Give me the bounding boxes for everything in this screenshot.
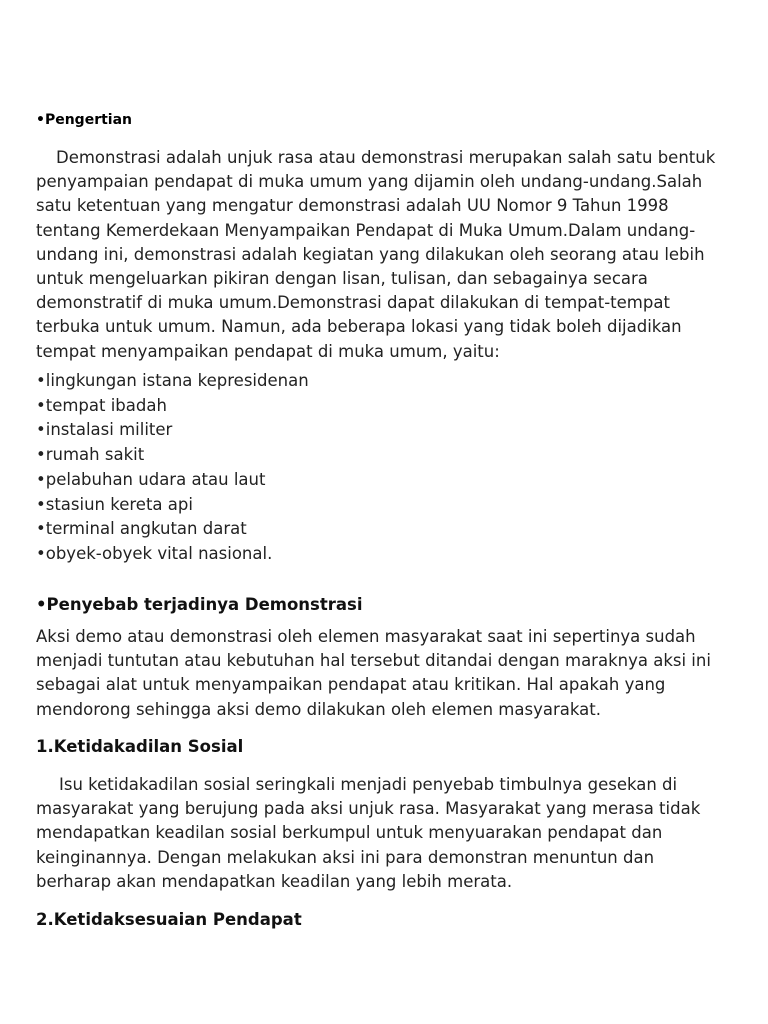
list-item: • lingkungan istana kepresidenan <box>36 369 736 394</box>
paragraph-line: Aksi demo atau demonstrasi oleh elemen masyarakat saat ini sepertinya sudah <box>36 627 696 646</box>
section-heading-pengertian-text: Pengertian <box>44 112 133 128</box>
paragraph-pengertian <box>36 146 736 364</box>
section-heading-pengertian <box>36 111 736 129</box>
paragraph-line: mendorong sehingga aksi demo dilakukan oleh elemen masyarakat. <box>36 699 601 719</box>
paragraph-line: terbuka untuk umum. Namun, ada beberapa lokasi yang tidak boleh dijadikan <box>36 317 682 337</box>
list-item: • terminal angkutan darat <box>36 517 736 542</box>
list-item: • stasiun kereta api <box>36 493 736 518</box>
paragraph-line: mendapatkan keadilan sosial berkumpul untuk menyuarakan pendapat dan <box>36 823 663 843</box>
paragraph-line: keinginannya. Dengan melakukan aksi ini para demonstran menuntun dan <box>36 847 655 867</box>
section-heading-penyebab-text: Penyebab terjadinya Demonstrasi <box>46 595 363 614</box>
section-heading-ketidakadilan: 1.Ketidakadilan Sosial <box>36 737 244 756</box>
paragraph-line: penyampaian pendapat di muka umum yang dijamin oleh undang-undang.Salah <box>36 172 703 192</box>
list-item: • tempat ibadah <box>36 394 736 419</box>
paragraph-line: demonstratif di muka umum.Demonstrasi dapat dilakukan di tempat-tempat <box>36 293 670 313</box>
paragraph-line: untuk mengeluarkan pikiran dengan lisan, tulisan, dan sebagainya secara <box>36 269 648 289</box>
paragraph-line: undang ini, demonstrasi adalah kegiatan yang dilakukan oleh seorang atau lebih <box>36 244 705 264</box>
section-heading-penyebab <box>36 594 736 616</box>
paragraph-line: tentang Kemerdekaan Menyampaikan Pendapat di Muka Umum.Dalam undang- <box>36 220 696 240</box>
paragraph-line: berharap akan mendapatkan keadilan yang lebih merata. <box>36 871 513 891</box>
paragraph-line: satu ketentuan yang mengatur demonstrasi adalah UU Nomor 9 Tahun 1998 <box>36 196 669 216</box>
section-heading-ketidaksesuaian: 2.Ketidaksesuaian Pendapat <box>36 910 302 929</box>
paragraph-line: masyarakat yang berujung pada aksi unjuk rasa. Masyarakat yang merasa tidak <box>36 799 701 819</box>
list-item: • obyek-obyek vital nasional. <box>36 542 736 567</box>
location-list <box>36 369 736 567</box>
list-item: • rumah sakit <box>36 443 736 468</box>
paragraph-line: sebagai alat untuk menyampaikan pendapat atau kritikan. Hal apakah yang <box>36 675 666 695</box>
paragraph-line: Isu ketidakadilan sosial seringkali menjadi penyebab timbulnya gesekan di <box>59 775 678 794</box>
paragraph-line: tempat menyampaikan pendapat di muka umum, yaitu: <box>36 341 500 361</box>
paragraph-ketidakadilan <box>36 773 736 894</box>
list-item: • pelabuhan udara atau laut <box>36 468 736 493</box>
paragraph-line: Demonstrasi adalah unjuk rasa atau demonstrasi merupakan salah satu bentuk <box>56 148 716 167</box>
list-item: • instalasi militer <box>36 418 736 443</box>
paragraph-line: menjadi tuntutan atau kebutuhan hal tersebut ditandai dengan maraknya aksi ini <box>36 651 711 671</box>
paragraph-penyebab <box>36 625 736 722</box>
